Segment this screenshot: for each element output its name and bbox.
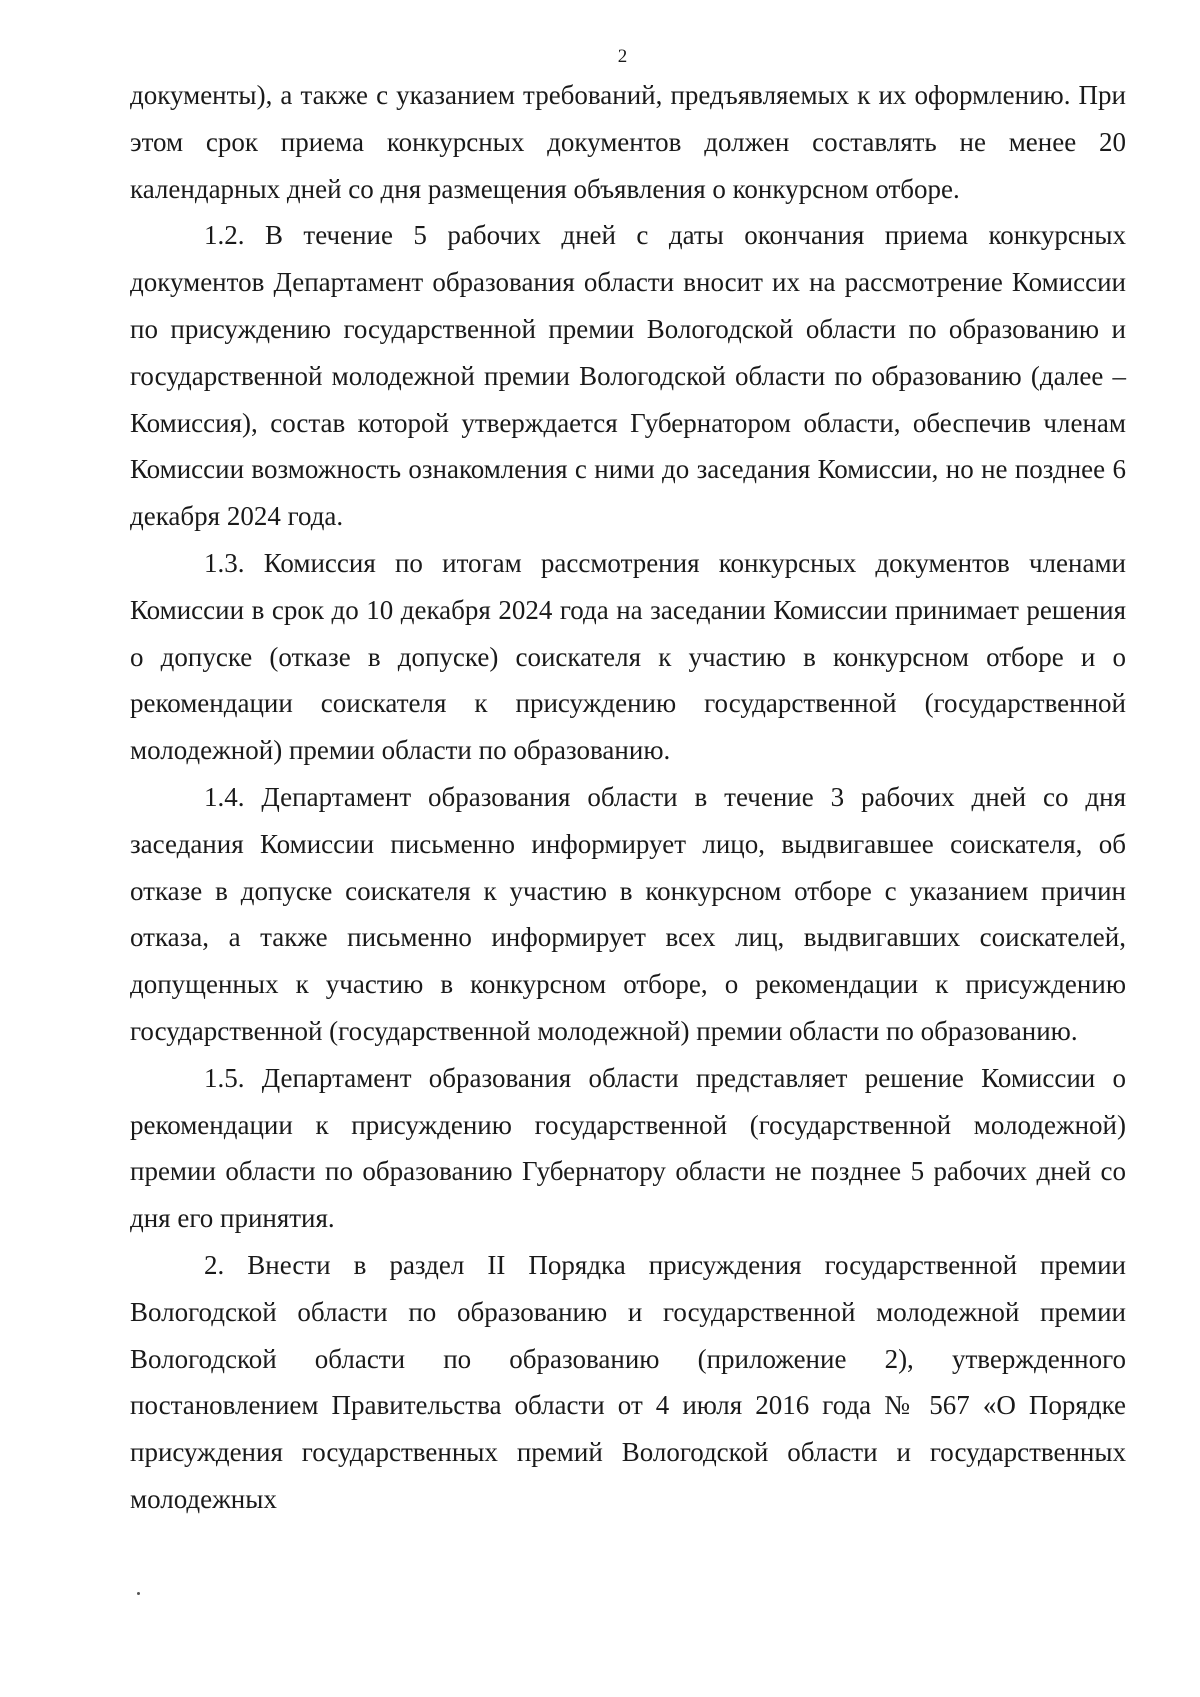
paragraph-1-3: 1.3. Комиссия по итогам рассмотрения конкурсных документов членами Комиссии в срок до 10 декабря 2024 года на заседании Комиссии принимает решения о допуске (отказе в допуске) соискателя к участию в конкурсном отборе и о рекомендации соискателя к присуждению государственной (государственной молодежной) премии области по образованию. [130,547,1126,766]
paragraph-1-2: 1.2. В течение 5 рабочих дней с даты окончания приема конкурсных документов Департамент образования области вносит их на рассмотрение Комиссии по присуждению государственной премии Вологодской области по образованию и государственной молодежной премии Вологодской области по образованию (далее – Комиссия), состав которой утверждается Губернатором области, обеспечив членам Комиссии возможность ознакомления с ними до заседания Комиссии, но не позднее 6 декабря 2024 года. [130,220,1126,532]
paragraph-continuation: документы), а также с указанием требований, предъявляемых к их оформлению. При этом срок приема конкурсных документов должен составлять не менее 20 календарных дней со дня размещения объявления о конкурсном отборе. [130,80,1126,204]
document-body [130,72,1126,1523]
paragraph-1-4: 1.4. Департамент образования области в течение 3 рабочих дней со дня заседания Комиссии письменно информирует лицо, выдвигавшее соискателя, об отказе в допуске соискателя к участию в конкурсном отборе с указанием причин отказа, а также письменно информирует всех лиц, выдвигавших соискателей, допущенных к участию в конкурсном отборе, о рекомендации к присуждению государственной (государственной молодежной) премии области по образованию. [130,781,1126,1046]
paragraph-2: 2. Внести в раздел II Порядка присуждения государственной премии Вологодской области по образованию и государственной молодежной премии Вологодской области по образованию (приложение 2), утвержденного постановлением Правительства области от 4 июля 2016 года № 567 «О Порядке присуждения государственных премий Вологодской области и государственных молодежных [130,1249,1126,1514]
page-number: 2 [617,46,628,67]
paragraph-1-5: 1.5. Департамент образования области представляет решение Комиссии о рекомендации к присуждению государственной (государственной молодежной) премии области по образованию Губернатору области не позднее 5 рабочих дней со дня его принятия. [130,1062,1126,1234]
scan-speck [137,1592,140,1595]
